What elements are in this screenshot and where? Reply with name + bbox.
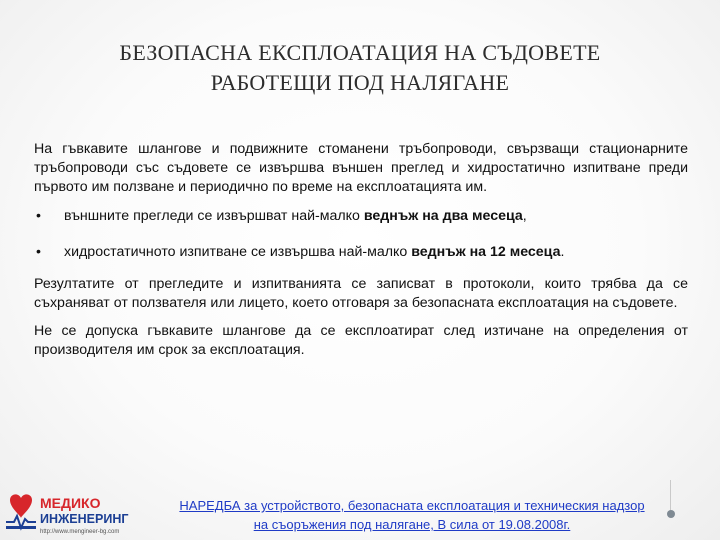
regulation-link[interactable] [152, 496, 672, 534]
bullet-tail: . [560, 244, 565, 260]
company-logo [0, 486, 140, 538]
bullet-bold-text: веднъж на 12 месеца [411, 244, 561, 260]
bullet-list [34, 207, 688, 262]
results-paragraph: Резултатите от прегледите и изпитванията се записват в протоколи, които трябва да се съхраняват от ползвателя или лицето, което отговаря за безопасната експлоатация на съдовете. [34, 276, 688, 311]
bullet-bold-text: веднъж на два месеца [363, 208, 523, 224]
bullet-text: хидростатичното изпитване се извършва най-малко [64, 244, 412, 260]
logo-url: http://www.mengineer-bg.com [40, 529, 120, 535]
intro-paragraph: На гъвкавите шлангове и подвижните стоманени тръбопроводи, свързващи стационарните тръбопроводи със съдовете се извършва външен преглед и хидростатично изпитване преди първото им ползване и периодично по време на експлоатацията им. [34, 141, 688, 195]
bullet-item-hydrostatic-test [34, 243, 688, 262]
bullet-item-inspections [34, 207, 688, 226]
regulation-link-line-1[interactable]: НАРЕДБА за устройството, безопасната експлоатация и техническия надзор [179, 498, 645, 513]
logo-line-1: МЕДИКО [40, 495, 101, 511]
bullet-marker: • [36, 208, 41, 224]
prohibition-paragraph: Не се допуска гъвкавите шлангове да се експлоатират след изтичане на определения от производителя им срок за експлоатация. [34, 323, 688, 358]
bullet-tail: , [522, 208, 527, 224]
slide-title [40, 38, 680, 98]
slide-content [34, 140, 688, 370]
bullet-text: външните прегледи се извършват най-малко [64, 208, 364, 224]
title-line-1: БЕЗОПАСНА ЕКСПЛОАТАЦИЯ НА СЪДОВЕТЕ [119, 40, 601, 65]
logo-line-2: ИНЖЕНЕРИНГ [40, 512, 129, 526]
decorative-dot-icon [667, 510, 675, 518]
regulation-link-line-2[interactable]: на съоръжения под налягане, В сила от 19.08.2008г. [253, 517, 571, 532]
heart-pulse-icon [6, 494, 36, 529]
title-line-2: РАБОТЕЩИ ПОД НАЛЯГАНЕ [210, 70, 510, 95]
decorative-line [670, 480, 671, 514]
bullet-marker: • [36, 244, 41, 260]
